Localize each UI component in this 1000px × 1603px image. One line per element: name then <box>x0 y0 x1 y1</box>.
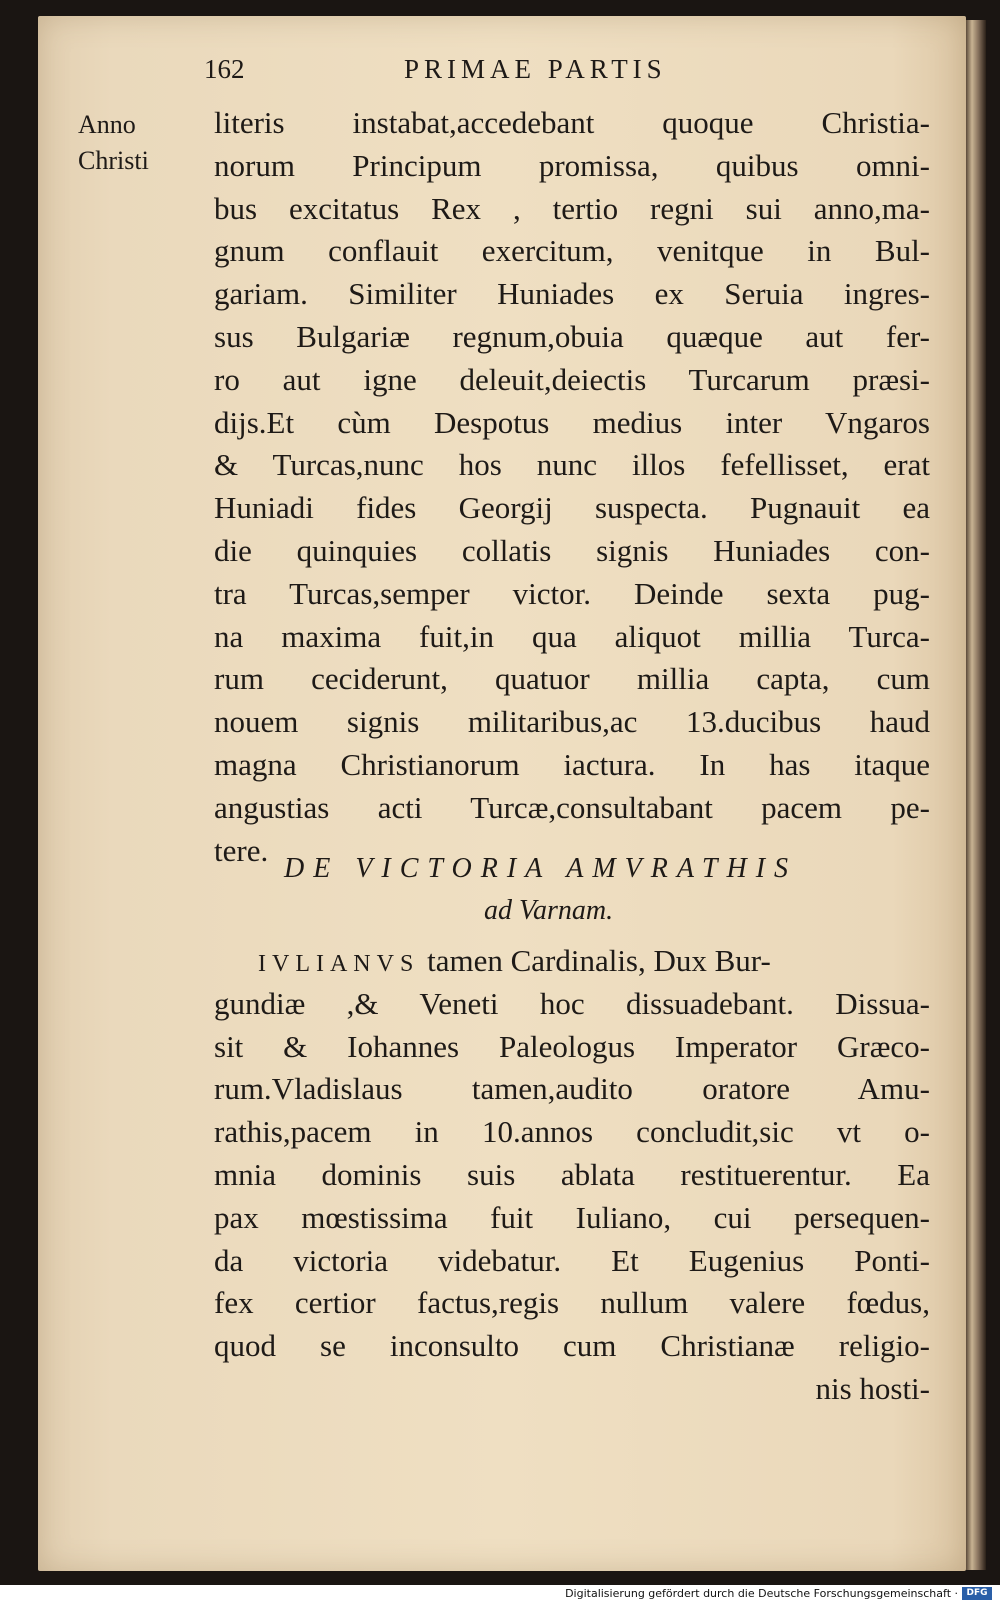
text-line: tra Turcas,semper victor. Deinde sexta pug- <box>214 575 930 611</box>
text-line: ro aut igne deleuit,deiectis Turcarum præsi- <box>214 361 930 397</box>
text-line: fex certior factus,regis nullum valere fœdus, <box>214 1285 930 1321</box>
margin-note <box>78 107 178 179</box>
text-line: literis instabat,accedebant quoque Christia- <box>214 105 930 140</box>
text-line: norum Principum promissa, quibus omni- <box>214 147 930 183</box>
text-line: quod se inconsulto cum Christianæ religio- <box>214 1328 930 1364</box>
text-line: magna Christianorum iactura. In has itaque <box>214 746 930 782</box>
text-line: dijs.Et cùm Despotus medius inter Vngaros <box>214 404 930 440</box>
section-heading: DE VICTORIA AMVRATHIS <box>284 853 798 884</box>
section-heading-sub: ad Varnam. <box>484 895 614 926</box>
text-line: sus Bulgariæ regnum,obuia quæque aut fer- <box>214 318 930 354</box>
text-line: pax mœstissima fuit Iuliano, cui persequen- <box>214 1199 930 1235</box>
text-line: sit & Iohannes Paleologus Imperator Græco- <box>214 1028 930 1064</box>
text-line: angustias acti Turcæ,consultabant pacem pe- <box>214 789 930 825</box>
book-edge <box>966 20 986 1570</box>
text-line: da victoria videbatur. Et Eugenius Ponti- <box>214 1242 930 1278</box>
text-line: tere. <box>214 832 269 868</box>
paragraph-2 <box>214 940 930 1411</box>
first-line-rest: tamen Cardinalis, Dux Bur- <box>419 943 771 978</box>
text-line: die quinquies collatis signis Huniades con- <box>214 532 930 568</box>
text-line: bus excitatus Rex , tertio regni sui anno,ma- <box>214 190 930 226</box>
initial-word: IVLIANVS <box>258 951 420 977</box>
digitization-credit: Digitalisierung gefördert durch die Deutsche Forschungsgemeinschaft · <box>565 1587 958 1600</box>
margin-note-line: Anno <box>78 110 136 139</box>
text-line: nouem signis militaribus,ac 13.ducibus haud <box>214 704 930 740</box>
running-title: PRIMAE PARTIS <box>404 54 667 84</box>
text-line: na maxima fuit,in qua aliquot millia Turca- <box>214 618 930 654</box>
text-line: gundiæ ,& Veneti hoc dissuadebant. Dissua- <box>214 985 930 1021</box>
text-line: Huniadi fides Georgij suspecta. Pugnauit ea <box>214 490 930 526</box>
running-head <box>204 54 764 94</box>
margin-note-line: Christi <box>78 146 149 175</box>
text-line: & Turcas,nunc hos nunc illos fefellisset, erat <box>214 447 930 483</box>
dfg-logo: DFG <box>962 1587 992 1600</box>
text-line: gnum conflauit exercitum, venitque in Bul- <box>214 233 930 269</box>
text-line: rum ceciderunt, quatuor millia capta, cum <box>214 661 930 697</box>
catchword-line: nis hosti- <box>815 1370 930 1406</box>
text-line: gariam. Similiter Huniades ex Seruia ingres- <box>214 276 930 312</box>
page-number: 162 <box>204 54 245 84</box>
text-line: rum.Vladislaus tamen,audito oratore Amu- <box>214 1071 930 1107</box>
text-line-first <box>214 940 930 983</box>
paragraph-1 <box>214 102 930 872</box>
text-line: mnia dominis suis ablata restituerentur. Ea <box>214 1156 930 1192</box>
text-line: rathis,pacem in 10.annos concludit,sic vt o- <box>214 1114 930 1150</box>
